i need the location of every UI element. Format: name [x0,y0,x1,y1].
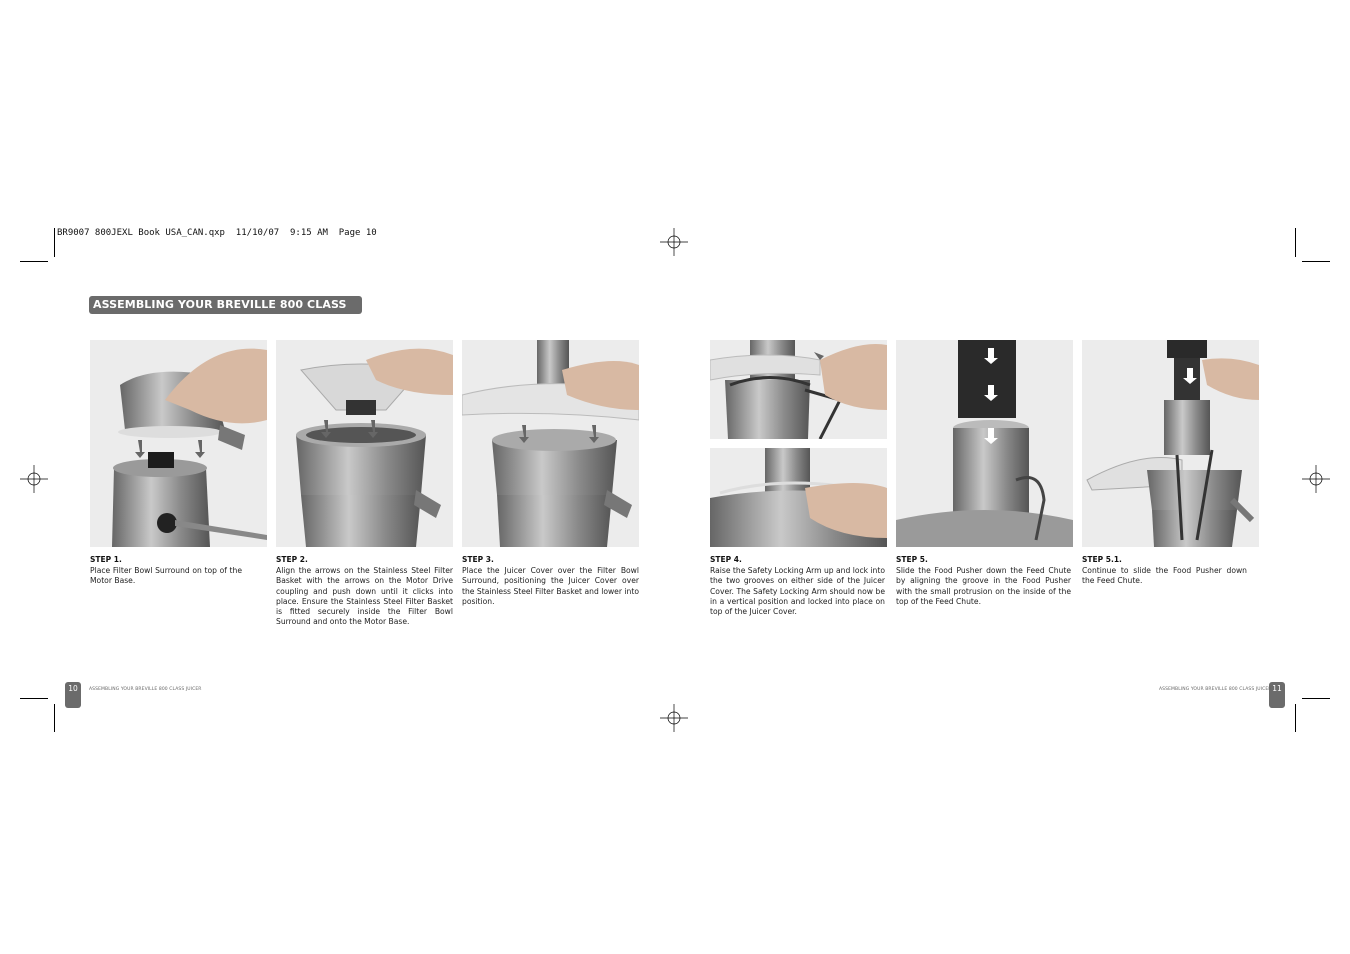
step-1-photo [90,340,267,547]
registration-mark-icon [660,228,688,256]
section-title: ASSEMBLING YOUR BREVILLE 800 CLASS JUICER [89,296,362,314]
page-number-tab-right: 11 [1269,682,1285,708]
step-5-1-text: Continue to slide the Food Pusher down the Feed Chute. [1082,566,1247,586]
step-1-text: Place Filter Bowl Surround on top of the Motor Base. [90,566,242,586]
page-number-tab-left: 10 [65,682,81,708]
step-4-photo-bottom [710,448,887,547]
registration-mark-icon [660,704,688,732]
footer-text-right: ASSEMBLING YOUR BREVILLE 800 CLASS JUICER [1159,687,1272,692]
step-3-text: Place the Juicer Cover over the Filter Bowl Surround, positioning the Juicer Cover over the Stainless Steel Filter Basket and lower into position. [462,566,639,606]
step-5-photo [896,340,1073,547]
step-4-text: Raise the Safety Locking Arm up and lock into the two grooves on either side of the Juicer Cover. The Safety Locking Arm should now be in a vertical position and locked into place on top of the Juicer Cover. [710,566,885,617]
step-4-photo-top [710,340,887,439]
step-4-label: STEP 4. [710,555,742,564]
step-2-label: STEP 2. [276,555,308,564]
step-2-photo [276,340,453,547]
step-5-1-label: STEP 5.1. [1082,555,1122,564]
footer-text-left: ASSEMBLING YOUR BREVILLE 800 CLASS JUICER [89,687,202,692]
registration-mark-icon [1302,465,1330,493]
step-3-photo [462,340,639,547]
step-3-label: STEP 3. [462,555,494,564]
step-5-text: Slide the Food Pusher down the Feed Chute by aligning the groove in the Food Pusher with the small protrusion on the inside of the top of the Feed Chute. [896,566,1071,606]
step-5-label: STEP 5. [896,555,928,564]
registration-mark-icon [20,465,48,493]
step-5-1-photo [1082,340,1259,547]
file-slug: BR9007 800JEXL Book USA_CAN.qxp 11/10/07 9:15 AM Page 10 [57,228,377,238]
step-1-label: STEP 1. [90,555,122,564]
step-2-text: Align the arrows on the Stainless Steel Filter Basket with the arrows on the Motor Drive coupling and push down until it clicks into place. Ensure the Stainless Steel Filter Basket is fitted securely inside the Filter Bowl Surround and onto the Motor Base. [276,566,453,627]
